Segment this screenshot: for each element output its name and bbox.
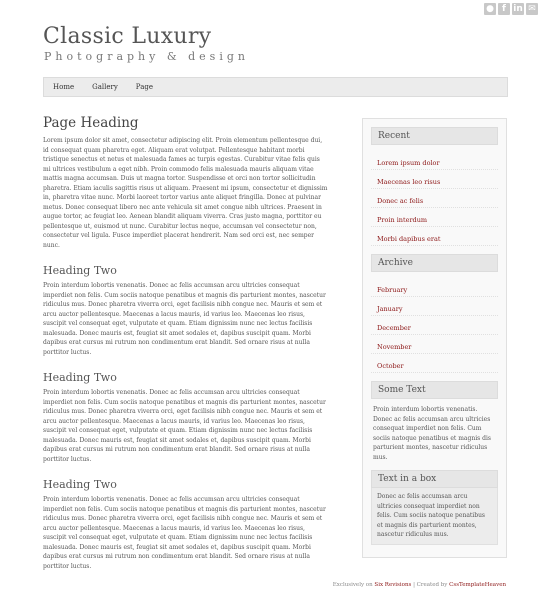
recent-link[interactable]: Maecenas leo risus [377, 178, 441, 186]
social-icons [484, 3, 538, 15]
site-title[interactable]: Classic Luxury [43, 24, 212, 49]
main-content [43, 115, 328, 571]
recent-link[interactable]: Morbi dapibus erat [377, 235, 441, 243]
footer-link-six-revisions[interactable]: Six Revisions [374, 582, 412, 588]
section-heading: Heading Two [43, 264, 117, 277]
list-item [371, 208, 498, 227]
recent-link[interactable]: Donec ac felis [377, 197, 424, 205]
nav-item-page[interactable]: Page [135, 83, 153, 91]
archive-link[interactable]: December [377, 324, 411, 332]
list-item [371, 151, 498, 170]
page-heading: Page Heading [43, 115, 139, 131]
nav-item-gallery[interactable]: Gallery [92, 83, 118, 91]
sidebar [362, 118, 507, 558]
footer [43, 582, 506, 588]
recent-link[interactable]: Proin interdum [377, 216, 428, 224]
linkedin-icon[interactable]: in [513, 4, 523, 14]
email-icon[interactable]: ✉ [526, 3, 538, 15]
footer-link-css-template-heaven[interactable]: CssTemplateHeaven [449, 582, 506, 588]
list-item [371, 170, 498, 189]
list-item [371, 189, 498, 208]
section-paragraph: Proin interdum lobortis venenatis. Donec ac felis accumsan arcu ultricies consequat imperdiet non felis. Cum sociis natoque penatibus et magnis dis parturient montes, nascetur ridiculus mus. Donec pharetra viverra orci, eget facilisis nibh congue nec. Mauris et sem et arcu auctor pellentesque. Maecenas a lacus mauris, id varius leo. Maecenas leo risus, suscipit vel consequat eget, vulputate et quam. Etiam dignissim nunc nec lectus facilisis malesuada. Donec mauris est, feugiat sit amet sodales et, dapibus suscipit quam. Morbi dapibus erat cursus mi rutrum non condimentum erat blandit. Sed ornare risus at nulla porttitor luctus. [43, 389, 326, 463]
sidebar-heading-recent: Recent [371, 127, 498, 145]
sidebar-heading-text-box: Text in a box [371, 470, 498, 488]
recent-link[interactable]: Lorem ipsum dolor [377, 159, 440, 167]
archive-link[interactable]: November [377, 343, 412, 351]
nav-item-home[interactable]: Home [53, 83, 75, 91]
section-heading: Heading Two [43, 478, 117, 491]
site-tagline: Photography & design [44, 50, 249, 63]
intro-paragraph: Lorem ipsum dolor sit amet, consectetur adipiscing elit. Proin elementum pellentesque dui, id consequat quam pharetra eget. Aliquam erat volutpat. Pellentesque habitant morbi tristique senectus et netus et malesuada fames ac turpis egestas. Curabitur vitae felis quis mi ultrices vestibulum a eget nibh. Proin commodo felis malesuada mauris aliquam vitae mattis magna accumsan. Duis ut magna tortor. Suspendisse et orci non tortor sollicitudin pharetra. Etiam iaculis sagittis risus ut aliquam. Praesent mi ipsum, consectetur et dignissim in, pharetra vitae nunc. Morbi laoreet tortor varius ante aliquet fringilla. Donec at pulvinar metus. Donec consequat libero nec ante vehicula sit amet congue nibh ultrices. Praesent in augue tortor, ac feugiat leo. Aenean blandit aliquam viverra. Cras justo magna, porttitor eu pellentesque ut, euismod ut nunc. Curabitur lectus neque, accumsan vel consectetur non, consectetur vel ligula. Fusce imperdiet placerat hendrerit. Nam sed orci est, nec semper nunc. [43, 137, 328, 249]
footer-prefix: Exclusively on [332, 582, 375, 588]
main-nav [43, 77, 508, 97]
archive-list [371, 278, 498, 373]
sidebar-heading-some-text: Some Text [371, 381, 498, 399]
sidebar-text-box: Donec ac felis accumsan arcu ultricies consequat imperdiet non felis. Cum sociis natoque penatibus et magnis dis parturient montes, nascetur ridiculus mus. [371, 488, 498, 545]
list-item [371, 354, 498, 373]
footer-middle: | Created by [411, 582, 450, 588]
list-item [371, 227, 498, 246]
section-heading: Heading Two [43, 371, 117, 384]
recent-list [371, 151, 498, 246]
flickr-icon[interactable]: ● [484, 3, 496, 15]
sidebar-heading-archive: Archive [371, 254, 498, 272]
section-paragraph: Proin interdum lobortis venenatis. Donec ac felis accumsan arcu ultricies consequat imperdiet non felis. Cum sociis natoque penatibus et magnis dis parturient montes, nascetur ridiculus mus. Donec pharetra viverra orci, eget facilisis nibh congue nec. Mauris et sem et arcu auctor pellentesque. Maecenas a lacus mauris, id varius leo. Maecenas leo risus, suscipit vel consequat eget, vulputate et quam. Etiam dignissim nunc nec lectus facilisis malesuada. Donec mauris est, feugiat sit amet sodales et, dapibus suscipit quam. Morbi dapibus erat cursus mi rutrum non condimentum erat blandit. Sed ornare risus at nulla porttitor luctus. [43, 282, 326, 356]
section-paragraph: Proin interdum lobortis venenatis. Donec ac felis accumsan arcu ultricies consequat imperdiet non felis. Cum sociis natoque penatibus et magnis dis parturient montes, nascetur ridiculus mus. Donec pharetra viverra orci, eget facilisis nibh congue nec. Mauris et sem et arcu auctor pellentesque. Maecenas a lacus mauris, id varius leo. Maecenas leo risus, suscipit vel consequat eget, vulputate et quam. Etiam dignissim nunc nec lectus facilisis malesuada. Donec mauris est, feugiat sit amet sodales et, dapibus suscipit quam. Morbi dapibus erat cursus mi rutrum non condimentum erat blandit. Sed ornare risus at nulla porttitor luctus. [43, 496, 326, 570]
list-item [371, 335, 498, 354]
archive-link[interactable]: October [377, 362, 404, 370]
facebook-icon[interactable]: f [498, 3, 510, 15]
list-item [371, 297, 498, 316]
archive-link[interactable]: January [377, 305, 403, 313]
archive-link[interactable]: February [377, 286, 408, 294]
list-item [371, 316, 498, 335]
sidebar-text: Proin interdum lobortis venenatis. Donec ac felis accumsan arcu ultricies consequat imperdiet non felis. Cum sociis natoque penatibus et magnis dis parturient montes, nascetur ridiculus mus. [373, 406, 491, 461]
list-item [371, 278, 498, 297]
